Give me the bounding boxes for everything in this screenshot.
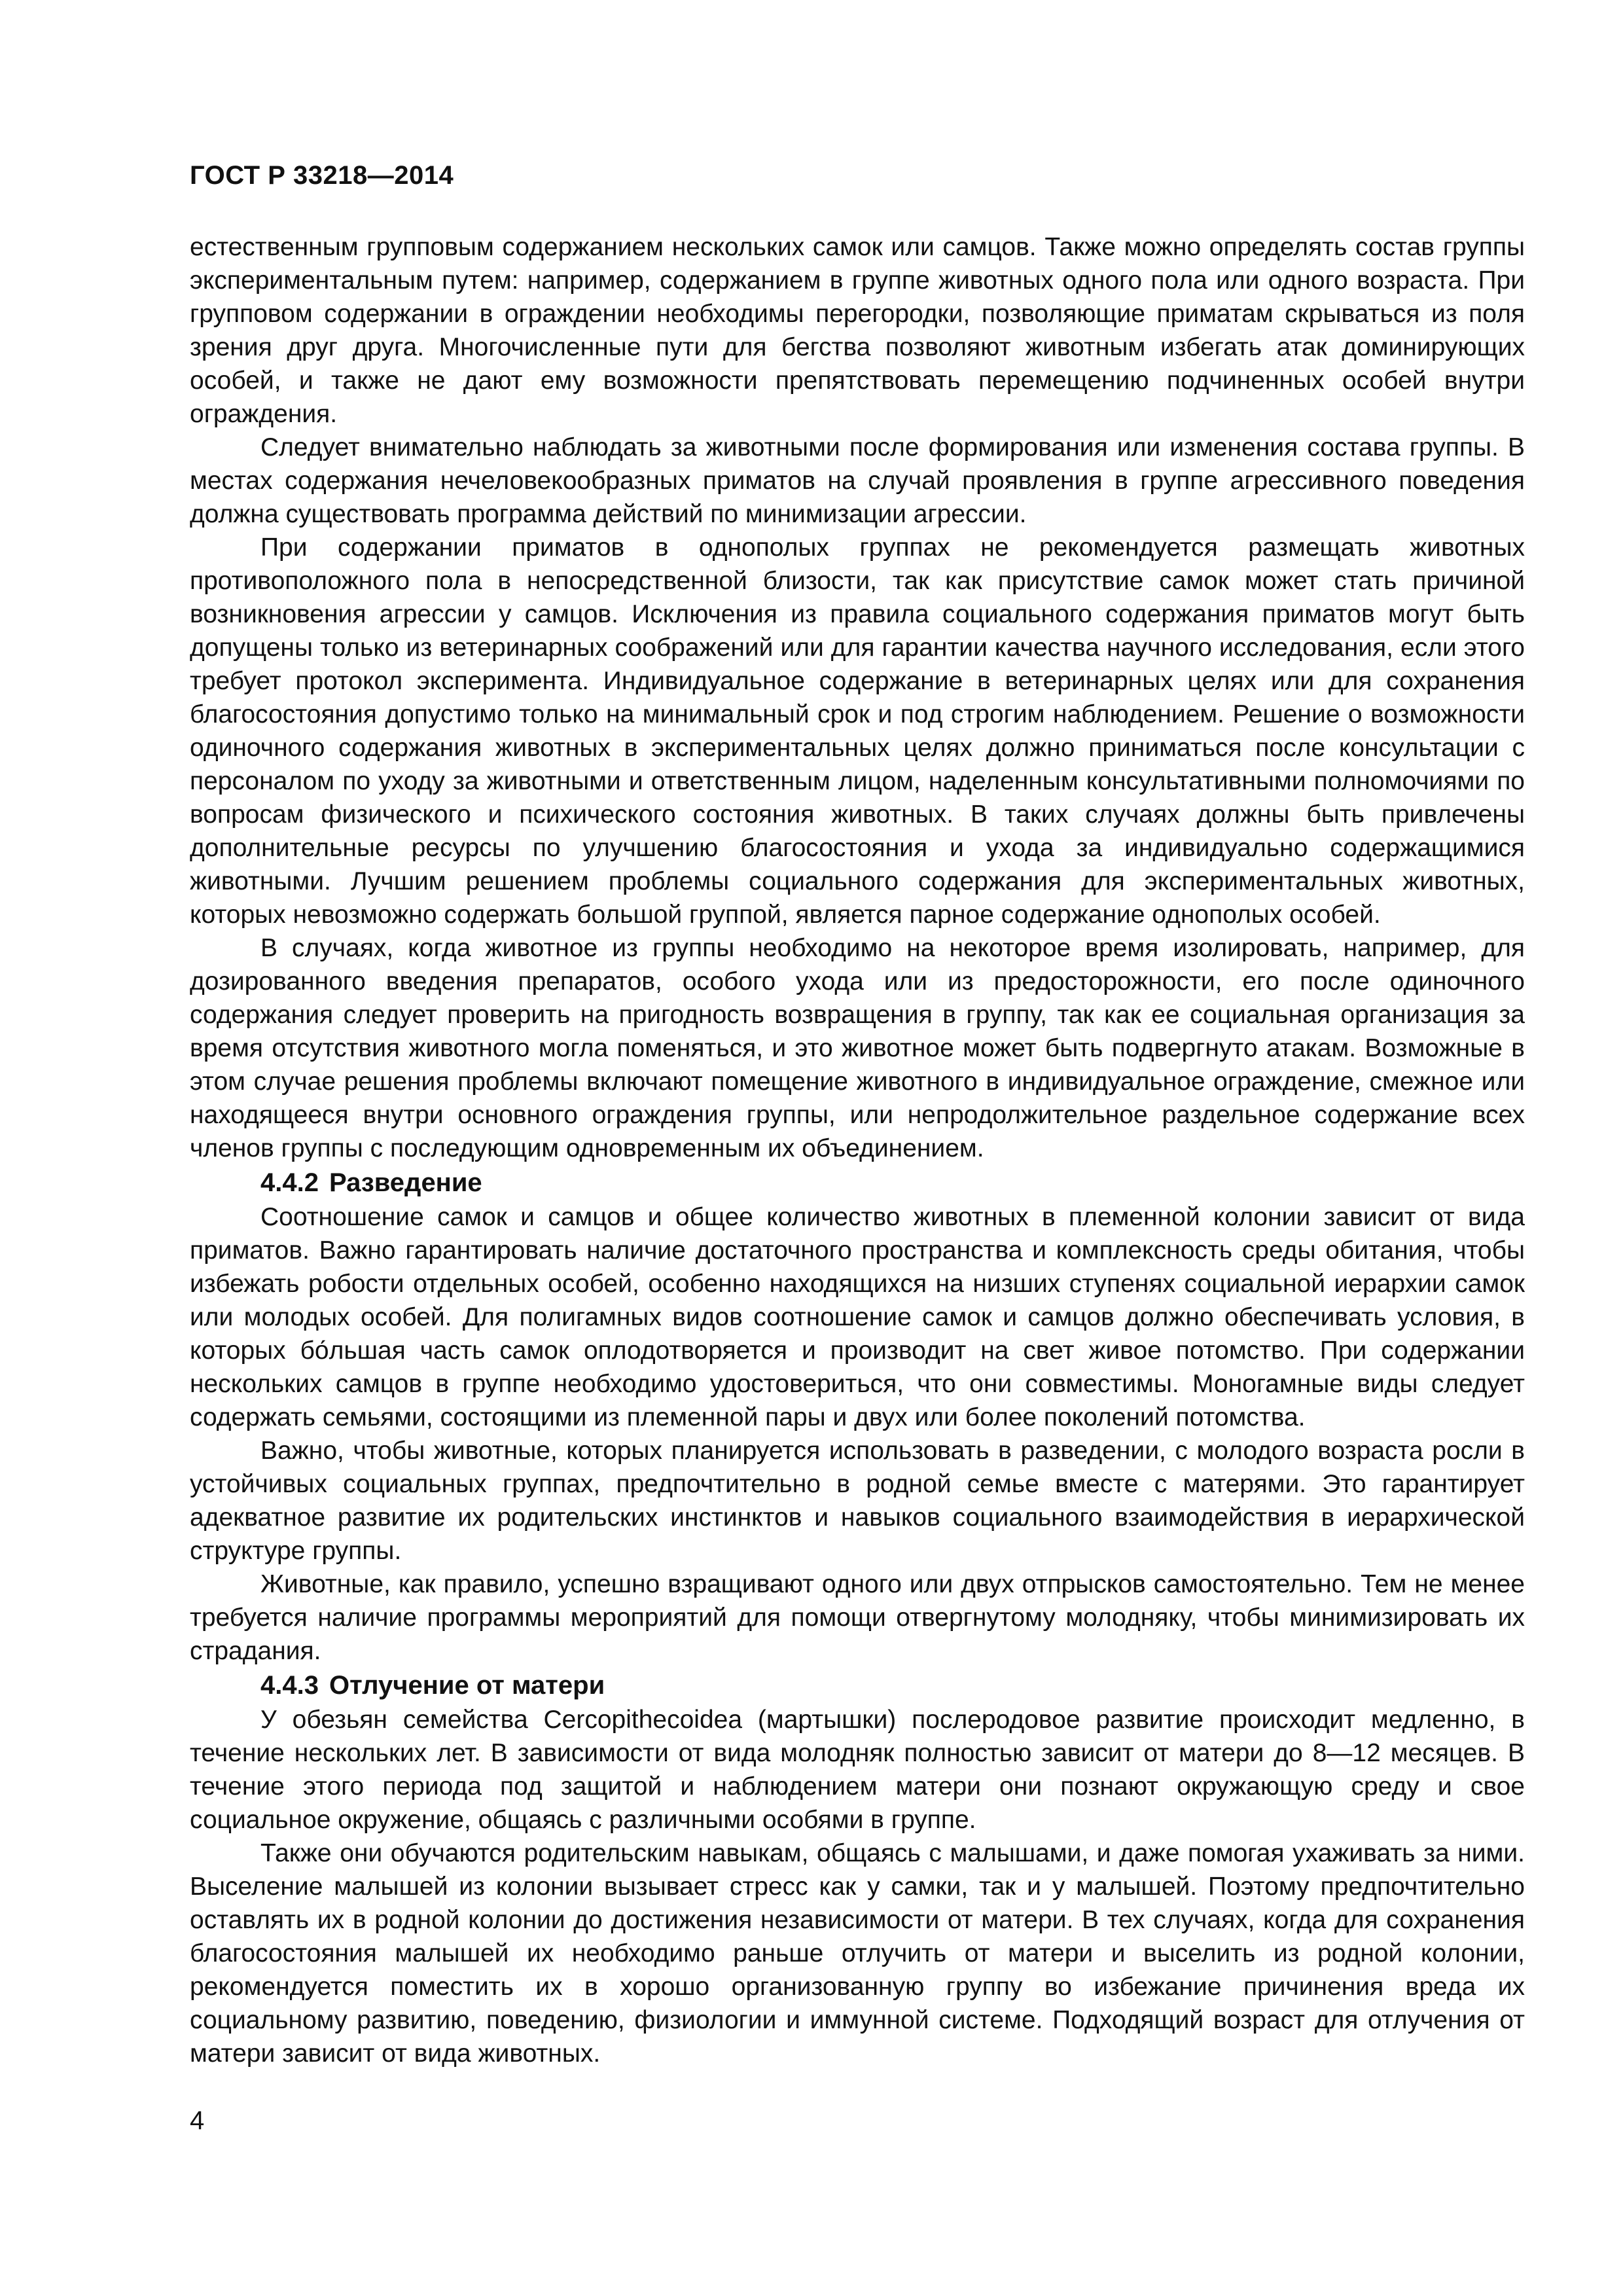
section-number: 4.4.2 xyxy=(260,1168,319,1197)
paragraph: У обезьян семейства Cercopithecoidea (мартышки) послеродовое развитие происходит медленно, в течение нескольких лет. В зависимости от вида молодняк полностью зависит от матери до 8—12 месяцев. В течение этого периода под защитой и наблюдением матери они познают окружающую среду и свое социальное окружение, общаясь с различными особями в группе. xyxy=(190,1706,1525,1834)
paragraph: Животные, как правило, успешно взращивают одного или двух отпрысков самостоятельно. Тем не менее требуется наличие программы мероприятий для помощи отвергнутому молодняку, чтобы минимизировать их страдания. xyxy=(190,1570,1525,1665)
paragraph: При содержании приматов в однополых группах не рекомендуется размещать животных противоположного пола в непосредственной близости, так как присутствие самок может стать причиной возникновения агрессии у самцов. Исключения из правила социального содержания приматов могут быть допущены только из ветеринарных соображений или для гарантии качества научного исследования, если этого требует протокол эксперимента. Индивидуальное содержание в ветеринарных целях или для сохранения благосостояния допустимо только на минимальный срок и под строгим наблюдением. Решение о возможности одиночного содержания животных в экспериментальных целях должно приниматься после консультации с персоналом по уходу за животными и ответственным лицом, наделенным консультативными полномочиями по вопросам физического и психического состояния животных. В таких случаях должны быть привлечены дополнительные ресурсы по улучшению благосостояния и ухода за индивидуально содержащимися животными. Лучшим решением проблемы социального содержания для экспериментальных животных, которых невозможно содержать большой группой, является парное содержание однополых особей. xyxy=(190,533,1525,929)
paragraph: Соотношение самок и самцов и общее количество животных в племенной колонии зависит от вида приматов. Важно гарантировать наличие достаточного пространства и комплексность среды обитания, чтобы избежать робости отдельных особей, особенно находящихся на низших ступенях социальной иерархии самок или молодых особей. Для полигамных видов соотношение самок и самцов должно обеспечивать условия, в которых бо́льшая часть самок оплодотворяется и производит на свет живое потомство. При содержании нескольких самцов в группе необходимо удостовериться, что они совместимы. Моногамные виды следует содержать семьями, состоящими из племенной пары и двух или более поколений потомства. xyxy=(190,1203,1525,1431)
paragraph: В случаях, когда животное из группы необходимо на некоторое время изолировать, например, для дозированного введения препаратов, особого ухода или из предосторожности, его после одиночного содержания следует проверить на пригодность возвращения в группу, так как ее социальная организация за время отсутствия животного могла поменяться, и это животное может быть подвергнуто атакам. Возможные в этом случае решения проблемы включают помещение животного в индивидуальное ограждение, смежное или находящееся внутри основного ограждения группы, или непродолжительное раздельное содержание всех членов группы с последующим одновременным их объединением. xyxy=(190,934,1525,1162)
document-header: ГОСТ Р 33218—2014 xyxy=(190,161,454,190)
section-title: Разведение xyxy=(329,1168,482,1197)
page-number: 4 xyxy=(190,2106,205,2135)
document-body xyxy=(190,230,1525,2070)
paragraph: Важно, чтобы животные, которых планируется использовать в разведении, с молодого возраста росли в устойчивых социальных группах, предпочтительно в родной семье вместе с матерями. Это гарантирует адекватное развитие их родительских инстинктов и навыков социального взаимодействия в иерархической структуре группы. xyxy=(190,1437,1525,1565)
section-heading-4-4-2 xyxy=(190,1165,1525,1200)
section-heading-4-4-3 xyxy=(190,1668,1525,1703)
paragraph: Также они обучаются родительским навыкам, общаясь с малышами, и даже помогая ухаживать за ними. Выселение малышей из колонии вызывает стресс как у самки, так и у малышей. Поэтому предпочтительно оставлять их в родной колонии до достижения независимости от матери. В тех случаях, когда для сохранения благосостояния малышей их необходимо раньше отлучить от матери и выселить из родной колонии, рекомендуется поместить их в хорошо организованную группу во избежание причинения вреда их социальному развитию, поведению, физиологии и иммунной системе. Подходящий возраст для отлучения от матери зависит от вида животных. xyxy=(190,1839,1525,2068)
section-number: 4.4.3 xyxy=(260,1671,319,1700)
paragraph: естественным групповым содержанием нескольких самок или самцов. Также можно определять состав группы экспериментальным путем: например, содержанием в группе животных одного пола или одного возраста. При групповом содержании в ограждении необходимы перегородки, позволяющие приматам скрываться из поля зрения друг друга. Многочисленные пути для бегства позволяют животным избегать атак доминирующих особей, и также не дают ему возможности препятствовать перемещению подчиненных особей внутри ограждения. xyxy=(190,233,1525,428)
paragraph: Следует внимательно наблюдать за животными после формирования или изменения состава группы. В местах содержания нечеловекообразных приматов на случай проявления в группе агрессивного поведения должна существовать программа действий по минимизации агрессии. xyxy=(190,433,1525,528)
section-title: Отлучение от матери xyxy=(329,1671,605,1700)
